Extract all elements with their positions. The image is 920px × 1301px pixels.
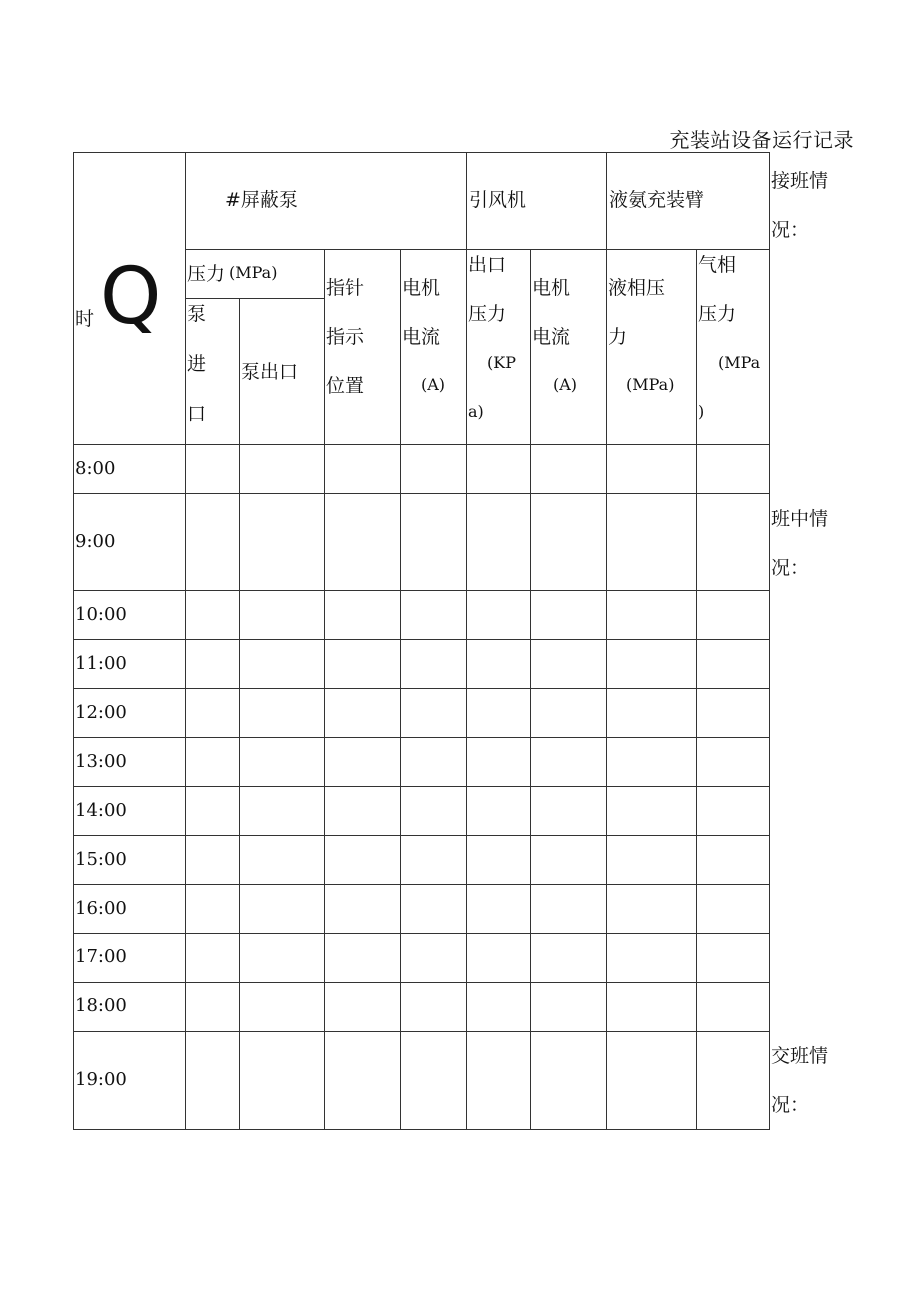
pump-inlet-label-1: 泵 [187,303,207,325]
gas-pressure-1: 气相 [698,254,737,276]
time-column-label: 时 [75,308,95,330]
time-cell: 8:00 [75,458,116,479]
fan-motor-current-1: 电机 [532,277,571,299]
grid-line [73,444,770,445]
grid-line [73,1031,770,1032]
handover-in-note-line2: 况： [771,219,810,241]
time-column-glyph: Q [100,252,162,342]
pressure-label: 压力 [187,263,226,285]
grid-line [73,639,770,640]
gas-pressure-unit-1: (MPa [718,353,761,372]
grid-line [73,982,770,983]
handover-in-note-line1: 接班情 [771,170,829,192]
time-cell: 10:00 [75,604,127,625]
grid-line [400,249,401,1130]
gas-pressure-unit-2: ) [698,402,705,421]
fan-motor-current-2: 电流 [532,326,571,348]
grid-line [73,152,770,153]
time-cell: 12:00 [75,702,127,723]
pump-motor-current-unit: (A) [421,375,446,394]
time-cell: 9:00 [75,531,116,552]
grid-line [769,152,770,1130]
grid-line [73,1129,770,1130]
time-cell: 14:00 [75,800,127,821]
grid-line [466,152,467,1130]
mid-shift-note-line1: 班中情 [771,508,829,530]
grid-line [239,298,240,1130]
liquid-pressure-1: 液相压 [608,277,666,299]
grid-line [73,152,74,1130]
fan-outlet-pressure-unit-2: a) [468,402,484,421]
grid-line [324,249,325,1130]
needle-label-3: 位置 [326,375,365,397]
time-cell: 18:00 [75,995,127,1016]
grid-line [185,298,324,299]
pump-motor-current-1: 电机 [402,277,441,299]
grid-line [73,493,770,494]
grid-line [73,884,770,885]
document-title: 充装站设备运行记录 [669,128,854,152]
grid-line [606,152,607,1130]
grid-line [696,249,697,1130]
handover-out-note-line1: 交班情 [771,1045,829,1067]
fan-outlet-pressure-unit-1: (KP [487,353,516,372]
pump-motor-current-2: 电流 [402,326,441,348]
grid-line [73,786,770,787]
pressure-unit: (MPa) [229,263,278,282]
liquid-pressure-unit: (MPa) [626,375,675,394]
group-header-ammonia-arm: 液氨充装臂 [609,189,705,211]
gas-pressure-2: 压力 [698,303,737,325]
fan-motor-current-unit: (A) [553,375,578,394]
grid-line [73,737,770,738]
grid-line [73,835,770,836]
group-header-induced-fan: 引风机 [469,189,527,211]
grid-line [530,249,531,1130]
fan-outlet-pressure-1: 出口 [468,254,507,276]
time-cell: 11:00 [75,653,127,674]
grid-line [73,933,770,934]
pump-outlet-label: 泵出口 [241,361,299,383]
needle-label-2: 指示 [326,326,365,348]
liquid-pressure-2: 力 [608,326,628,348]
fan-outlet-pressure-2: 压力 [468,303,507,325]
grid-line [185,249,770,250]
group-header-shielded-pump: #屏蔽泵 [225,189,298,211]
pump-inlet-label-3: 口 [187,403,207,425]
pump-inlet-label-2: 进 [187,353,207,375]
time-cell: 17:00 [75,946,127,967]
needle-label-1: 指针 [326,277,365,299]
time-cell: 15:00 [75,849,127,870]
handover-out-note-line2: 况： [771,1094,810,1116]
time-cell: 13:00 [75,751,127,772]
mid-shift-note-line2: 况： [771,557,810,579]
grid-line [73,590,770,591]
grid-line [73,688,770,689]
time-cell: 16:00 [75,898,127,919]
time-cell: 19:00 [75,1069,127,1090]
